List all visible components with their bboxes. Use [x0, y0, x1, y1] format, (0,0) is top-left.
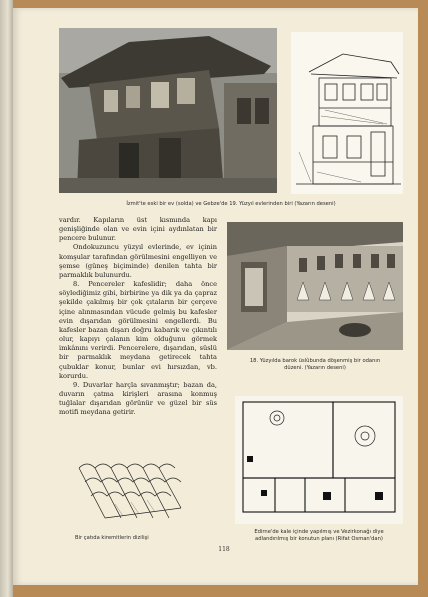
photo-izmit-house: [59, 28, 277, 193]
caption-plan: [231, 529, 407, 543]
sketch-gebze-house: [291, 32, 403, 194]
paragraph-1: vardır. Kapıların üst kısmında kapı genişliğinde olan ve evin içini aydınlatan bir pencere bulunur.: [59, 216, 217, 243]
book-binding: [0, 0, 13, 597]
gebze-house-drawing: [291, 32, 403, 194]
caption-interior: [227, 358, 403, 372]
caption-interior-line2: düzeni. (Yazarın deseni): [284, 365, 346, 371]
sketch-roof-tiles: [75, 438, 187, 526]
page-number: 118: [218, 546, 230, 553]
roof-tiles-drawing: [75, 438, 187, 526]
caption-plan-line2: adlandırılmış bir konutun planı (Rifat Osman'dan): [255, 536, 383, 542]
paragraph-2: Ondokuzuncu yüzyıl evlerinde, ev içinin komşular tarafından görülmesini engelliyen ve şemse (güneş biçiminde) denilen tahta bir parmaklık bulunurdu.: [59, 243, 217, 279]
paragraph-3: 8. Pencereler kafeslidir; daha önce söylediğimiz gibi, birbirine ya dik ya da çapraz şekilde çakılmış bir çok çıtaların bir çerçeve içine alınmasından vücude gelmiş bu kafesler evin dışarıdan görülmesini engellerdi. Bu kafesler bazan dışarı doğru kabarık ve çıkıntılı olur, kapıyı çalanın kim olduğunu görmek imkânını verirdi. Pencerelere, dışarıdan, süslü bir parmaklık meydana getirecek tahta çubuklar konur, bunlar evi hırsızdan, vb. korurdu.: [59, 280, 217, 380]
plan-vezirkonagi: [235, 396, 403, 524]
book-page: [13, 8, 418, 585]
baroque-room-drawing: [227, 222, 403, 350]
caption-plan-line1: Edirne'de kale içinde yapılmış ve Vezirkonağı diye: [254, 529, 384, 535]
caption-top: İzmit'te eski bir ev (solda) ve Gebze'de 19. Yüzyıl evlerinden biri (Yazarın deseni): [126, 201, 336, 207]
izmit-house-image: [59, 28, 277, 193]
caption-roof: Bir çatıda kiremitlerin dizilişi: [75, 535, 149, 541]
caption-interior-line1: 18. Yüzyılda barok üslûbunda döşenmiş bir odanın: [249, 358, 381, 364]
sketch-baroque-room: [227, 222, 403, 350]
body-text-column: [59, 216, 217, 417]
paragraph-4: 9. Duvarlar harçla sıvanmıştır; bazan da, duvarın çatma kirişleri arasına konmuş tuğlalar dışarıdan görünür ve güzel bir süs motifi meydana getirir.: [59, 380, 217, 417]
floor-plan-drawing: [235, 396, 403, 524]
